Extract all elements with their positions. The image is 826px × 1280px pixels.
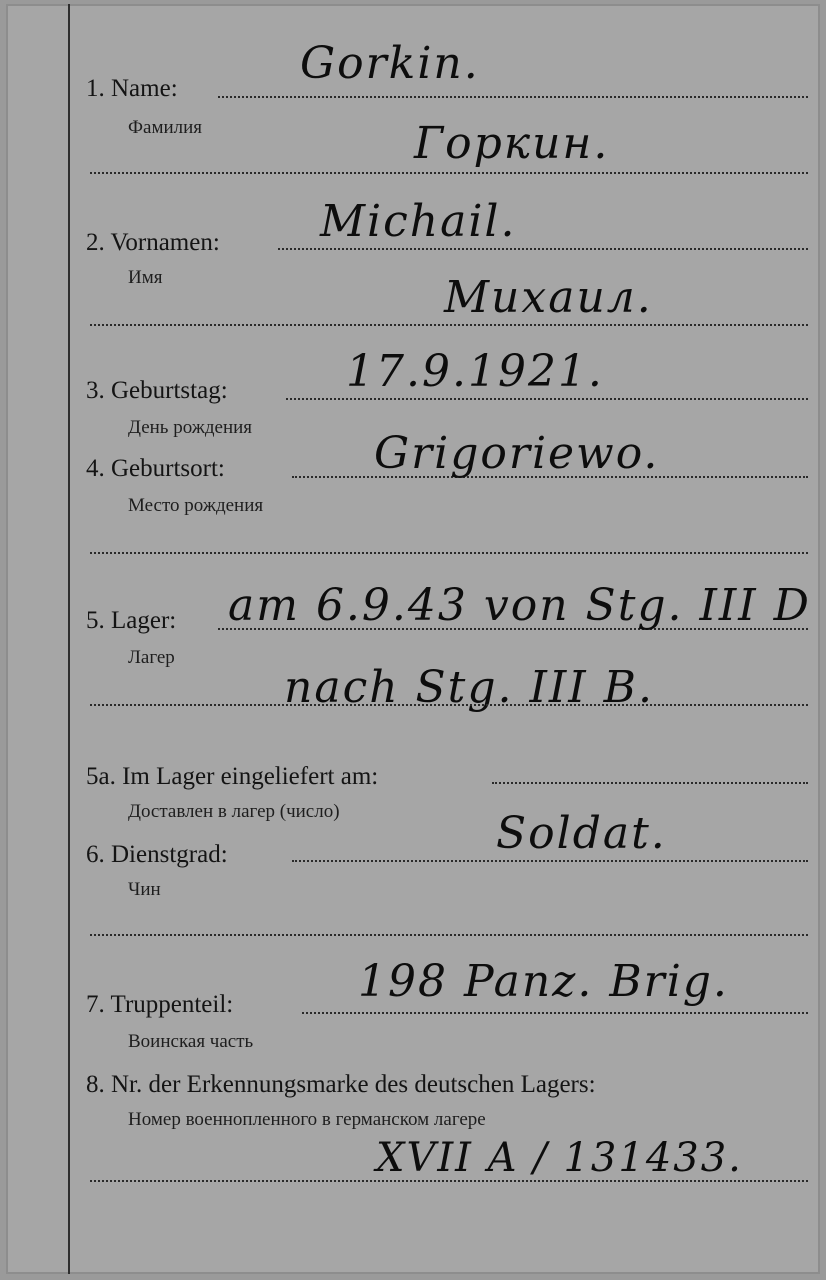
vornamen-value-cyrillic: Михаил.	[444, 272, 653, 323]
dienstgrad-label: 6. Dienstgrad:	[86, 841, 228, 868]
vornamen-label: 2. Vornamen:	[86, 229, 220, 256]
dienstgrad-line-2	[90, 934, 808, 936]
vornamen-line-1	[278, 248, 808, 250]
vornamen-sublabel: Имя	[128, 267, 163, 288]
lager-value-line-2: nach Stg. III B.	[284, 662, 654, 713]
name-label: 1. Name:	[86, 75, 178, 102]
eingeliefert-label: 5a. Im Lager eingeliefert am:	[86, 763, 379, 790]
name-line-2	[90, 172, 808, 174]
eingeliefert-line	[492, 782, 808, 784]
geburtsort-sublabel: Место рождения	[128, 495, 264, 516]
vornamen-value-latin: Michail.	[320, 196, 517, 247]
lager-sublabel: Лагер	[128, 647, 175, 668]
pow-registration-card	[6, 4, 820, 1274]
geburtsort-value: Grigoriewo.	[374, 428, 660, 479]
truppenteil-label: 7. Truppenteil:	[86, 991, 234, 1018]
margin-rule	[68, 4, 70, 1274]
erkennungsmarke-line	[90, 1180, 808, 1182]
lager-value-line-1: am 6.9.43 von Stg. III D	[228, 580, 811, 631]
erkennungsmarke-sublabel: Номер военнопленного в германском лагере	[128, 1109, 486, 1130]
geburtstag-sublabel: День рождения	[128, 417, 253, 438]
eingeliefert-sublabel: Доставлен в лагер (число)	[128, 801, 340, 822]
geburtstag-line	[286, 398, 808, 400]
geburtstag-label: 3. Geburtstag:	[86, 377, 228, 404]
truppenteil-sublabel: Воинская часть	[128, 1031, 254, 1052]
lager-label: 5. Lager:	[86, 607, 177, 634]
vornamen-line-2	[90, 324, 808, 326]
truppenteil-value: 198 Panz. Brig.	[358, 956, 729, 1007]
dienstgrad-value: Soldat.	[496, 808, 667, 859]
erkennungsmarke-label: 8. Nr. der Erkennungsmarke des deutschen Lagers:	[86, 1071, 596, 1098]
name-value-cyrillic: Горкин.	[414, 118, 610, 169]
lager-line-2	[90, 704, 808, 706]
geburtsort-label: 4. Geburtsort:	[86, 455, 225, 482]
geburtstag-value: 17.9.1921.	[346, 346, 604, 397]
dienstgrad-sublabel: Чин	[128, 879, 161, 900]
dienstgrad-line-1	[292, 860, 808, 862]
truppenteil-line	[302, 1012, 808, 1014]
geburtsort-line-2	[90, 552, 808, 554]
name-value-latin: Gorkin.	[300, 38, 480, 89]
name-sublabel: Фамилия	[128, 117, 203, 138]
erkennungsmarke-value: XVII A / 131433.	[376, 1135, 743, 1181]
name-line-1	[218, 96, 808, 98]
